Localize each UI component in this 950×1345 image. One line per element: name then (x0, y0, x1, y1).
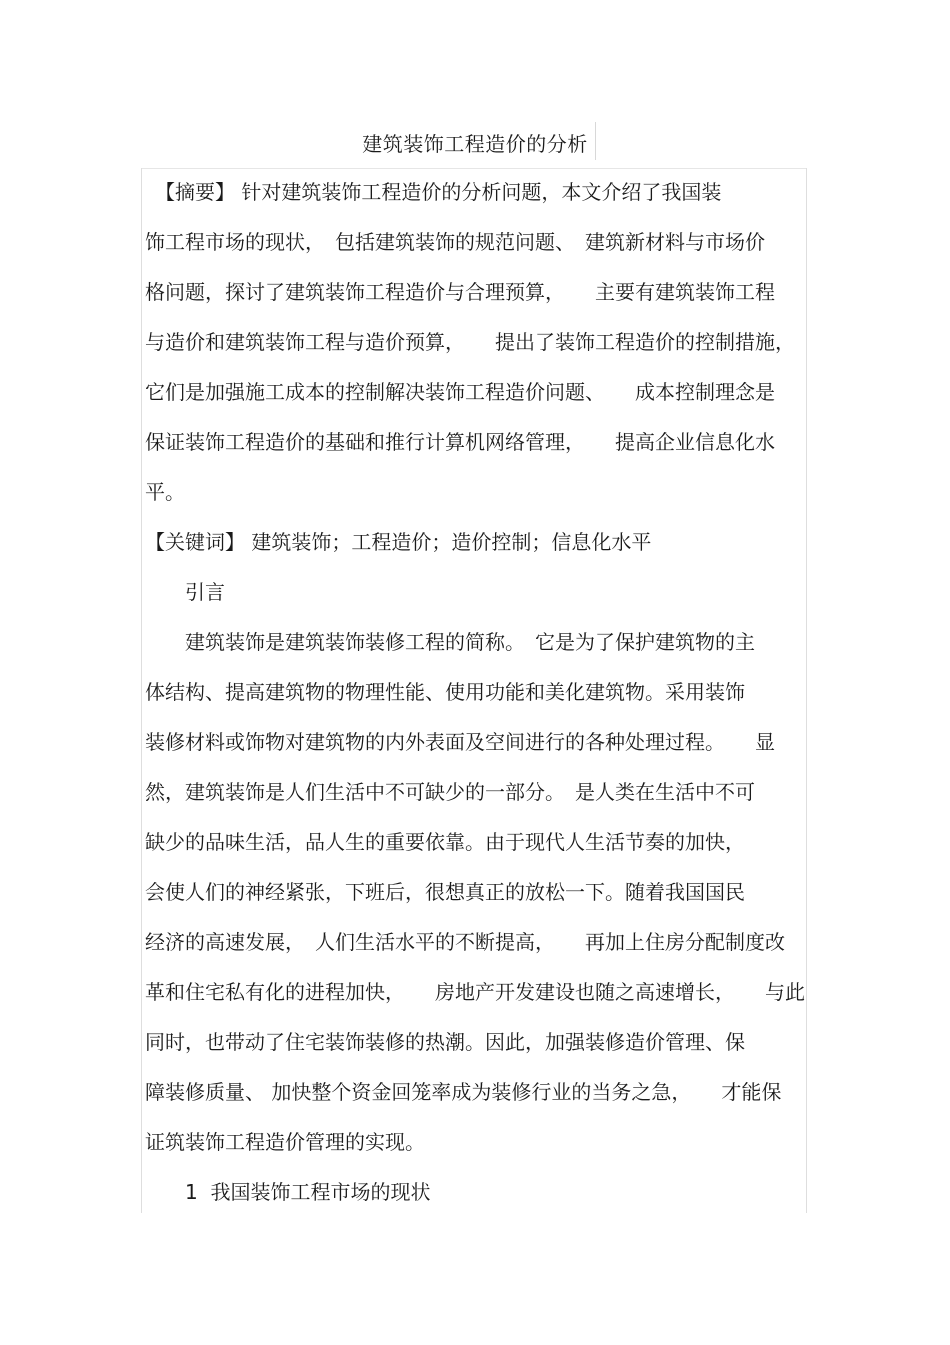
abstract-line: 它们是加强施工成本的控制解决装饰工程造价问题、 成本控制理念是 (145, 380, 775, 404)
body-line: 缺少的品味生活，品人生的重要依靠。由于现代人生活节奏的加快， (145, 830, 745, 854)
page-frame-top (141, 168, 807, 169)
title-divider (595, 122, 596, 160)
abstract-line: 饰工程市场的现状， 包括建筑装饰的规范问题、 建筑新材料与市场价 (145, 230, 765, 254)
body-line: 然，建筑装饰是人们生活中不可缺少的一部分。 是人类在生活中不可 (145, 780, 755, 804)
body-line: 经济的高速发展， 人们生活水平的不断提高， 再加上住房分配制度改 (145, 930, 785, 954)
section-heading-introduction: 引言 (145, 580, 225, 604)
abstract-line: 与造价和建筑装饰工程与造价预算， 提出了装饰工程造价的控制措施， (145, 330, 795, 354)
document-title: 建筑装饰工程造价的分析 (362, 132, 588, 156)
body-line: 体结构、提高建筑物的物理性能、使用功能和美化建筑物。采用装饰 (145, 680, 745, 704)
body-line: 装修材料或饰物对建筑物的内外表面及空间进行的各种处理过程。 显 (145, 730, 775, 754)
abstract-line: 保证装饰工程造价的基础和推行计算机网络管理， 提高企业信息化水 (145, 430, 775, 454)
body-line: 会使人们的神经紧张，下班后，很想真正的放松一下。随着我国国民 (145, 880, 745, 904)
body-line: 障装修质量、 加快整个资金回笼率成为装修行业的当务之急， 才能保 (145, 1080, 782, 1104)
abstract-line: 格问题，探讨了建筑装饰工程造价与合理预算， 主要有建筑装饰工程 (145, 280, 775, 304)
abstract-line: 平。 (145, 480, 185, 504)
page-frame-right (806, 168, 807, 1213)
abstract-line: 【摘要】 针对建筑装饰工程造价的分析问题，本文介绍了我国装 (145, 180, 722, 204)
body-line: 革和住宅私有化的进程加快， 房地产开发建设也随之高速增长， 与此 (145, 980, 805, 1004)
body-line: 同时，也带动了住宅装饰装修的热潮。因此，加强装修造价管理、保 (145, 1030, 745, 1054)
body-line: 建筑装饰是建筑装饰装修工程的简称。 它是为了保护建筑物的主 (145, 630, 755, 654)
body-line: 证筑装饰工程造价管理的实现。 (145, 1130, 425, 1154)
page-frame-left (141, 168, 142, 1213)
section-heading-1: 1 我国装饰工程市场的现状 (145, 1180, 431, 1204)
keywords-line: 【关键词】 建筑装饰；工程造价；造价控制；信息化水平 (145, 530, 652, 554)
